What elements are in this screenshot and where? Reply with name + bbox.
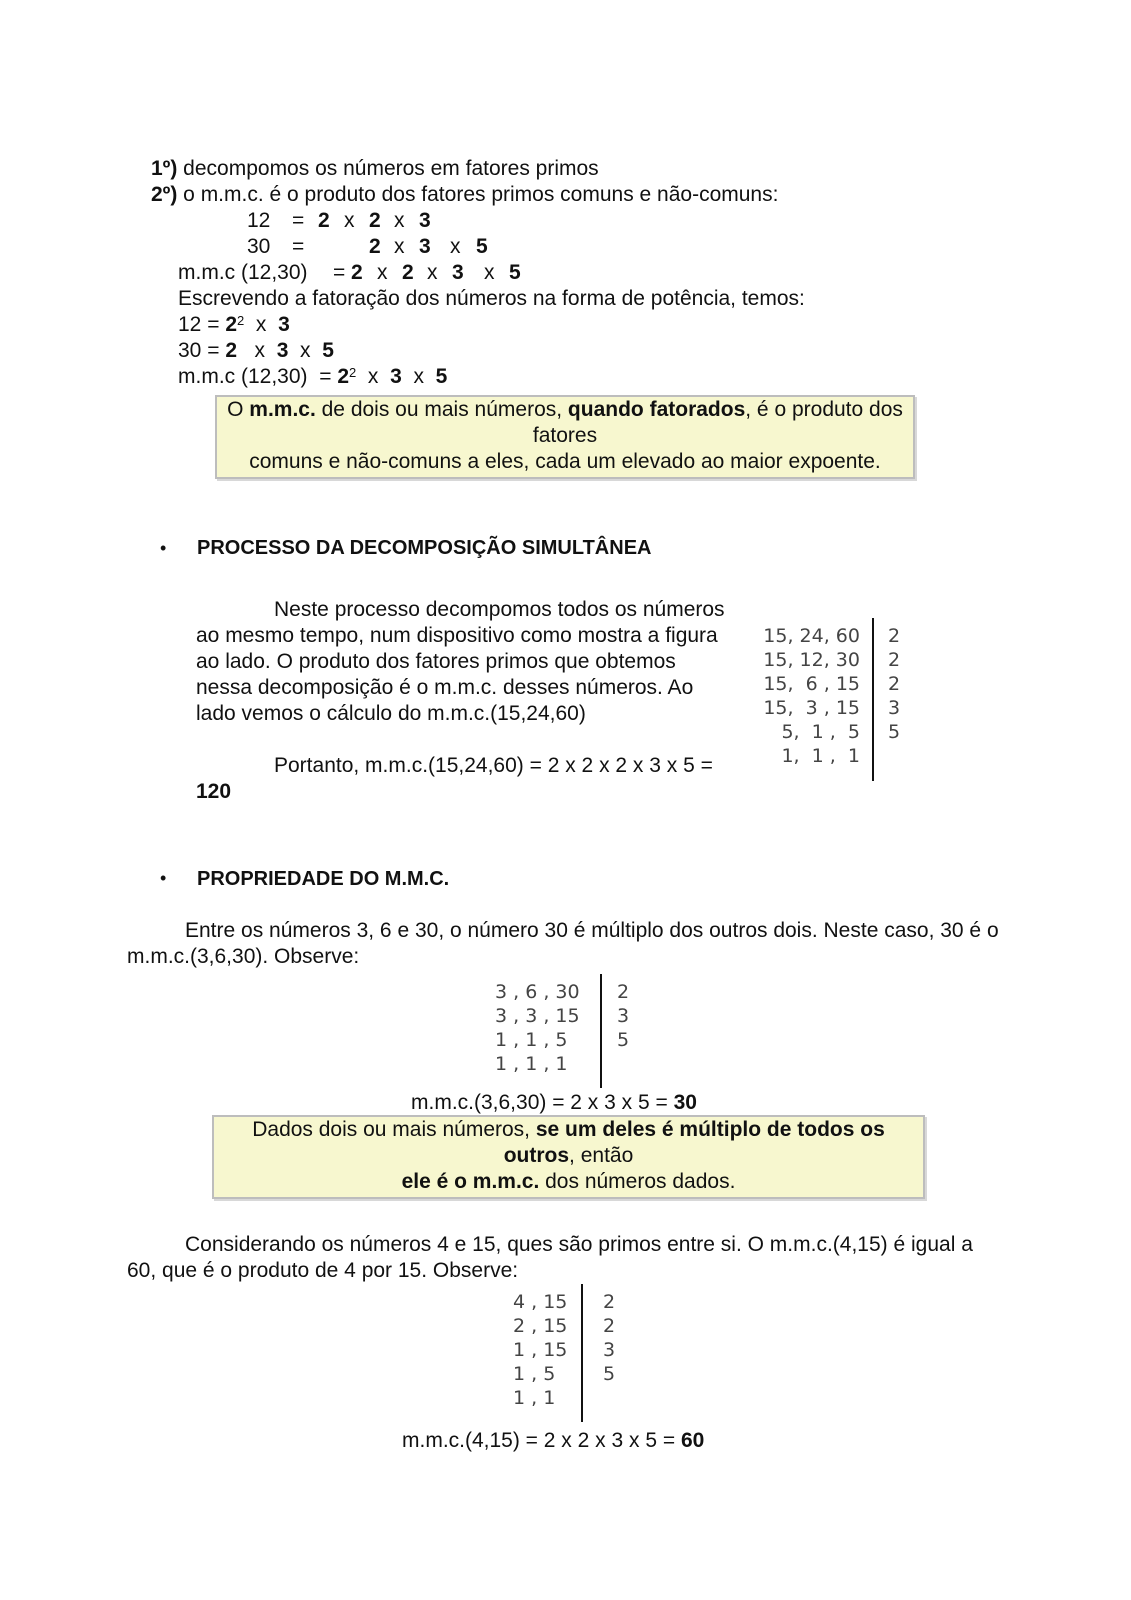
fact-12-factor: 2 [369,209,381,232]
power-mmc-times: x [367,365,379,388]
box2-bold: se um deles é múltiplo de todos os outros [503,1118,885,1167]
ladder-divider [872,618,874,781]
section3-result-text: m.m.c.(4,15) = 2 x 2 x 3 x 5 = [402,1429,681,1452]
power-intro: Escrevendo a fatoração dos números na forma de potência, temos: [178,287,805,310]
ladder-factor: 5 [617,1029,630,1051]
power-12-factor: 3 [278,313,290,336]
section2-paragraph: Entre os números 3, 6 e 30, o número 30 é múltiplo dos outros dois. Neste caso, 30 é o m.m.c.(3,6,30). Observe: [127,919,999,968]
section2-result [411,1090,697,1116]
power-30-times: x [300,339,311,362]
fact-12-times: x [344,209,355,232]
power-30-factor: 3 [276,339,289,362]
box2-text: Dados dois ou mais números, [252,1118,536,1141]
fact-30-eq: = [292,235,305,258]
section3-paragraph: Considerando os números 4 e 15, ques são primos entre si. O m.m.c.(4,15) é igual a 60, que é o produto de 4 por 15. Observe: [127,1233,973,1282]
power-12 [178,312,290,338]
ladder-factor: 2 [888,625,901,647]
property-line-2 [214,1169,923,1195]
ladder-factor: 2 [603,1315,616,1337]
ladder-factor: 3 [617,1005,630,1027]
power-mmc-exp: 2 [349,365,357,380]
ladder-row: 1 , 15 [513,1339,568,1361]
mmc-factor: 2 [351,261,363,284]
box1-bold: quando fatorados [567,398,746,421]
power-30-label: 30 = [178,339,220,362]
ladder-row: 15, 12, 30 [763,649,860,671]
section-heading-propriedade: PROPRIEDADE DO M.M.C. [197,868,450,890]
bullet: • [160,868,167,888]
power-12-label: 12 = [178,313,220,336]
box1-text: , é o produto dos fatores [532,398,903,447]
ladder-15-24-60 [752,624,902,784]
step-2-text: o m.m.c. é o produto dos fatores primos comuns e não-comuns: [177,183,779,206]
definition-box [215,395,915,479]
power-30-factor: 2 [225,339,237,362]
power-mmc-factor: 5 [435,365,448,388]
ladder-row: 15, 3 , 15 [763,697,860,719]
section-heading-decomposicao: PROCESSO DA DECOMPOSIÇÃO SIMULTÂNEA [197,537,652,559]
section1-paragraph: Neste processo decompomos todos os números ao mesmo tempo, num dispositivo como mostra a figura ao lado. O produto dos fatores primos que obtemos nessa decomposição é o m.m.c. desses números. Ao lado vemos o cálculo do m.m.c.(15,24,60) [196,598,725,725]
section3-result [402,1428,704,1454]
power-12-times: x [255,313,267,336]
ladder-factor: 3 [603,1339,616,1361]
ladder-divider [581,1284,583,1422]
fact-30-label: 30 [247,235,271,258]
ladder-row: 3 , 3 , 15 [495,1005,580,1027]
section3-result-value: 60 [680,1429,705,1452]
power-mmc-label: m.m.c (12,30) [178,365,308,388]
fact-12-times: x [394,209,405,232]
fact-12-eq: = [292,209,305,232]
ladder-divider [600,974,602,1088]
step-2 [151,182,778,208]
ladder-right [603,1290,615,1386]
step-1-number: 1º) [151,157,178,180]
fact-30-factor: 2 [369,235,381,258]
mmc-factor: 2 [402,261,414,284]
box2-text: dos números dados. [539,1170,736,1193]
definition-line-2: comuns e não-comuns a eles, cada um elevado ao maior expoente. [249,450,881,473]
section2-result-text: m.m.c.(3,6,30) = 2 x 3 x 5 = [411,1091,674,1114]
ladder-row: 2 , 15 [513,1315,568,1337]
ladder-right [617,980,629,1052]
ladder-row: 3 , 6 , 30 [495,981,580,1003]
box1-text: O [227,398,250,421]
power-mmc-base: 2 [337,365,349,388]
power-30-factor: 5 [322,339,334,362]
power-mmc-factor: 3 [390,365,402,388]
fact-12-label: 12 [247,209,271,232]
ladder-factor: 2 [888,649,901,671]
ladder-row: 1 , 1 , 5 [495,1029,568,1051]
ladder-factor: 2 [617,981,630,1003]
ladder-row: 5, 1 , 5 [781,721,860,743]
section1-result-text: Portanto, m.m.c.(15,24,60) = 2 x 2 x 2 x 3 x 5 = [274,754,713,777]
section1-result [196,753,730,805]
ladder-left [513,1290,573,1410]
section1-result-value: 120 [196,780,232,803]
fact-12-factor: 2 [318,209,330,232]
property-box [212,1115,925,1199]
box1-bold: m.m.c. [249,398,316,421]
definition-line-1 [217,397,913,449]
mmc-times: x [377,261,388,284]
ladder-factor: 3 [888,697,901,719]
power-mmc-times: x [413,365,424,388]
ladder-right [888,624,900,744]
step-1 [151,156,599,182]
ladder-row: 1, 1 , 1 [781,745,860,767]
ladder-row: 15, 24, 60 [763,625,860,647]
ladder-row: 1 , 5 [513,1363,556,1385]
ladder-row: 4 , 15 [513,1291,568,1313]
fact-30-times: x [450,235,461,258]
mmc-label: m.m.c (12,30) [178,261,308,284]
fact-30-times: x [394,235,405,258]
property-line-1 [214,1117,923,1169]
section2-result-value: 30 [673,1091,697,1114]
ladder-factor: 2 [888,673,901,695]
mmc-eq: = [333,261,346,284]
ladder-row: 1 , 1 [513,1387,556,1409]
mmc-factor: 5 [509,261,521,284]
mmc-times: x [484,261,495,284]
ladder-factor: 2 [603,1291,616,1313]
power-mmc [178,364,447,390]
mmc-times: x [427,261,438,284]
fact-30-factor: 5 [476,235,488,258]
box1-text: de dois ou mais números, [315,398,568,421]
ladder-row: 1 , 1 , 1 [495,1053,568,1075]
ladder-3-6-30 [495,980,635,1090]
ladder-4-15 [513,1290,633,1420]
power-12-exp: 2 [237,313,245,328]
fact-30-factor: 3 [419,235,431,258]
fact-12-factor: 3 [419,209,431,232]
power-30-times: x [254,339,266,362]
bullet: • [160,538,167,558]
power-mmc-eq: = [319,365,332,388]
ladder-left [495,980,587,1076]
ladder-factor: 5 [888,721,901,743]
ladder-factor: 5 [603,1363,616,1385]
ladder-row: 15, 6 , 15 [763,673,860,695]
step-1-text: decompomos os números em fatores primos [177,157,599,180]
power-30 [178,338,334,364]
box2-bold: ele é o m.m.c. [401,1170,540,1193]
step-2-number: 2º) [151,183,178,206]
ladder-left [752,624,860,768]
box2-text: , então [569,1144,634,1167]
power-12-base: 2 [225,313,237,336]
mmc-factor: 3 [452,261,464,284]
